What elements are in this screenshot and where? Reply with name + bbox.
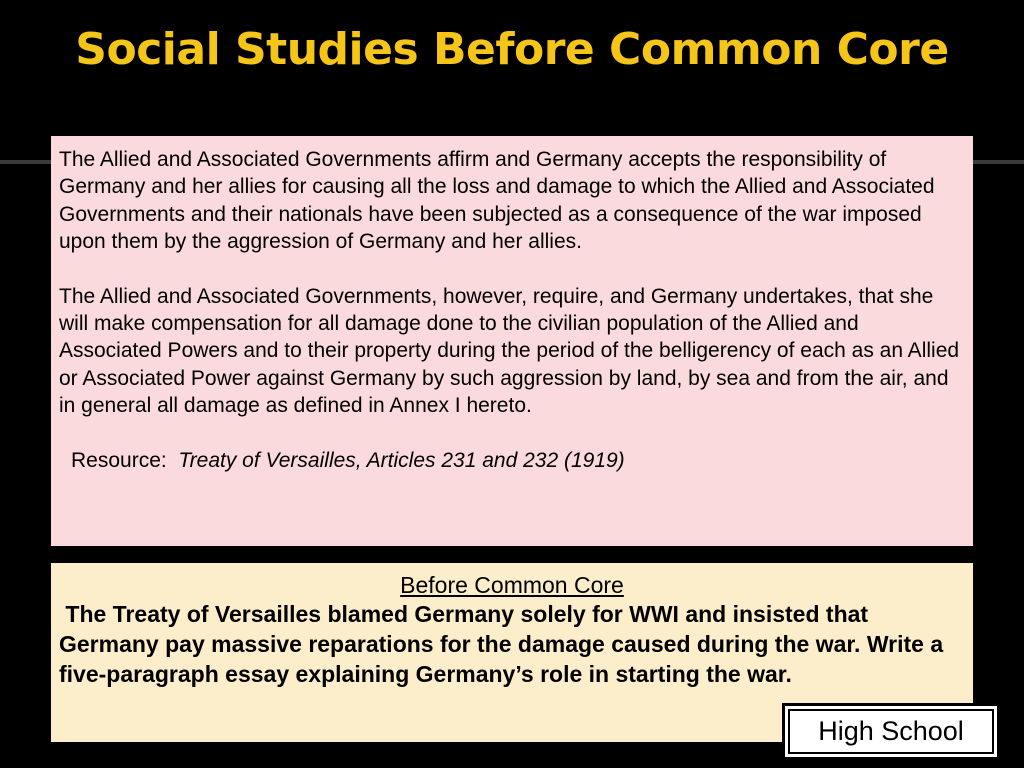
slide-title: Social Studies Before Common Core [75,24,949,75]
prompt-body [59,599,965,689]
quote-paragraph-1: The Allied and Associated Governments affirm and Germany accepts the responsibility of Germany and her allies for causing all the loss and damage to which the Allied and Associated Governments and their nationals have been subjected as a consequence of the war imposed upon them by the aggression of Germany and her allies. [59,148,935,254]
treaty-quote-box [51,136,973,546]
prompt-heading: Before Common Core [400,572,624,598]
resource-label: Resource: [71,448,167,472]
resource-citation [59,447,965,474]
resource-source: Treaty of Versailles, Articles 231 and 232 (1919) [178,448,625,472]
grade-level-badge [782,703,1000,760]
prompt-text: The Treaty of Versailles blamed Germany solely for WWI and insisted that Germany pay massive reparations for the damage caused during the war. Write a five-paragraph essay explaining Germany’s role in starting the war. [59,601,944,687]
badge-label: High School [788,709,994,754]
quote-paragraph-2: The Allied and Associated Governments, however, require, and Germany undertakes, that she will make compensation for all damage done to the civilian population of the Allied and Associated Powers and to their property during the period of the belligerency of each as an Allied or Associated Power against Germany by such aggression by land, by sea and from the air, and in general all damage as defined in Annex I hereto. [59,284,960,418]
